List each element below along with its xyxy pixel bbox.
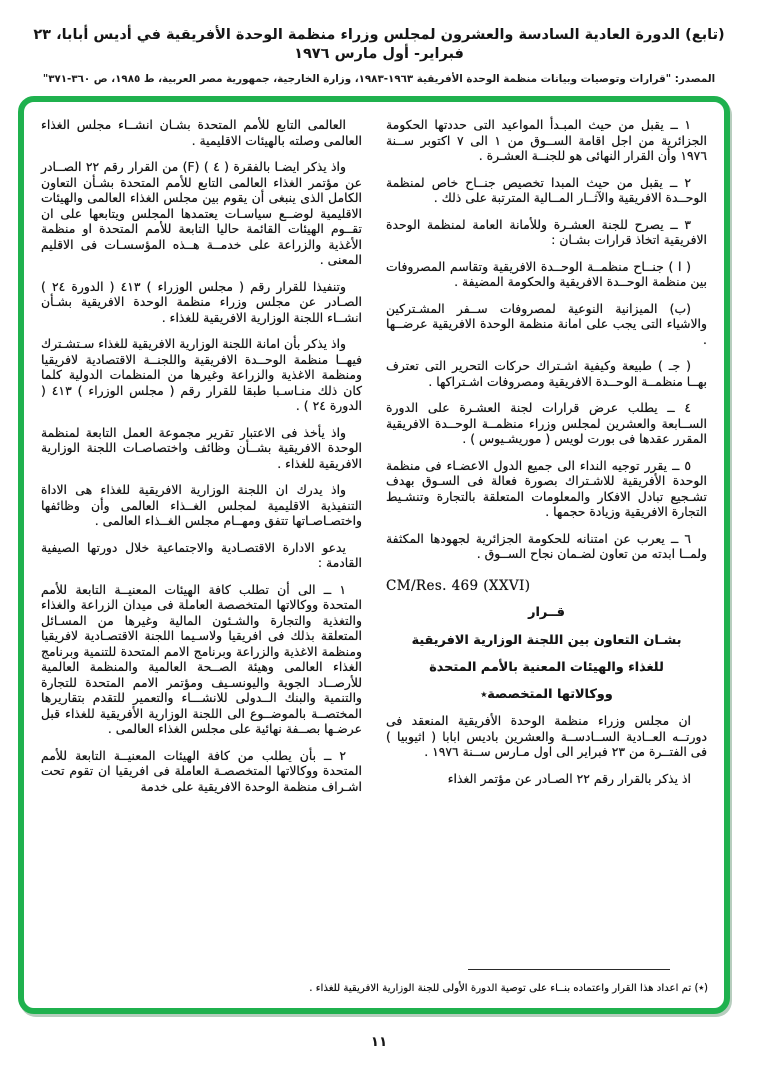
paragraph: واذ يأخذ فى الاعتبار تقرير مجموعة العمل التابعة لمنظمة الوحدة الافريقية بشــأن وظائف واختصاصـات اللجنة الوزارية الافريقية للغذاء . — [41, 424, 362, 471]
footnote: (٭) تم اعداد هذا القرار واعتماده بنــاء على توصية الدورة الأولى للجنة الوزارية الافريقية للغذاء . — [309, 982, 708, 994]
list-item-c: ( جـ ) طبيعة وكيفية اشـتراك حركات التحرير التى تعترف بهــا منظمــة الوحــدة الافريقية ومصروفات اشـتراكها . — [386, 358, 707, 389]
paragraph: واذ يذكر بأن امانة اللجنة الوزارية الافريقية للغذاء سـتشـترك فيهــا منظمة الوحــدة الافريقية واللجنــة الاقتصادية لافريقيا ومنظمة الاغذية والزراعة وغيرها من المنظمات الدولية كلما كان ذلك منـاسـبا طبقا للقرار رقم ( مجلس الوزراء ) ٤١٣ ( الدورة ٢٤ ) . — [41, 336, 362, 413]
header-session-line: (تابع) الدورة العادية السادسة والعشرون لمجلس وزراء منظمة الوحدة الأفريقية في أديس أبابا، ٢٣ فبراير- أول مارس ١٩٧٦ — [33, 27, 725, 62]
paragraph: يدعو الادارة الاقتصـادية والاجتماعية خلال دورتها الصيفية القادمة : — [41, 539, 362, 570]
paragraph: ٤ ــ يطلب عرض قرارات لجنة العشـرة على الدورة الســابعة والعشرين لمجلس وزراء منظمــة الوحــدة الافريقية المقرر عقدها فى بورت لويس ( موريشـيوس ) . — [386, 400, 707, 446]
paragraph: العالمى التابع للأمم المتحدة بشـان انشــاء مجلس الغذاء العالمى وصلته بالهيئات الاقليمية . — [41, 117, 362, 148]
paragraph: ٥ ــ يقرر توجيه النداء الى جميع الدول الاعضـاء فى منظمة الوحدة الأفريقية للاشـتراك بصورة فعالة فى السـوق بهدف تشـجيع تبادل الافكار والمعلومات المتعلقة بالتجارة وتنشـيط التجارة الافريقية وزيادة حجمها . — [386, 457, 707, 519]
list-item-a: ( ا ) جنــاح منظمــة الوحــدة الافريقية وتقاسم المصروفات بين منظمة الوحــدة الافريقية والحكومة المضيفة . — [386, 258, 707, 289]
page-number: ١١ — [370, 1034, 388, 1050]
two-column-layout — [41, 117, 707, 805]
paragraph: ٢ ــ بأن يطلب من كافة الهيئات المعنيــة التابعة للأمم المتحدة ووكالاتها المتخصصـة العاملة فى افريقيا ان تقوم تحت اشـراف منظمة الوحدة الافريقية على خدمة — [41, 747, 362, 794]
paragraph: واذ يدرك ان اللجنة الوزارية الافريقية للغذاء هى الاداة التنفيذية الاقليمية لمجلس الغــذاء العالمى وأن وظائفها واختصـاصـاتها تتفق ومهــام مجلس الغــذاء العالمى . — [41, 482, 362, 528]
paragraph: ٣ ــ يصرح للجنة العشـرة وللأمانة العامة لمنظمة الوحدة الافريقية اتخاذ قرارات بشـان : — [386, 216, 707, 247]
resolution-title-line: بشـان التعاون بين اللجنة الوزارية الافريقية — [411, 632, 682, 648]
paragraph: ٢ ــ يقبل من حيث المبدا تخصيص جنــاح خاص لمنظمة الوحــدة الافريقية والآثــار المــالية المترتبة على ذلك . — [386, 174, 707, 205]
list-item-b: (ب) الميزانية النوعية لمصروفات ســفر المشـتركين والاشياء التى يجب على امانة منظمة الوحدة الافريقية عرضــها . — [386, 300, 707, 347]
paragraph: ١ ــ يقبل من حيث المبـدأ المواعيد التى حددتها الحكومة الجزائرية من اجل اقامة الســوق من ١ الى ٧ اكتوبر ســنة ١٩٧٦ وأن القرار النهائى هو للجنــة العشـرة . — [386, 117, 707, 163]
resolution-reference: CM/Res. 469 (XXVI) — [386, 577, 531, 594]
paragraph: ان مجلس وزراء منظمة الوحدة الأفريقية المنعقد فى دورتــه العــادية الســادســة والعشرين باديس ابابا ( اثيوبيا ) فى الفتــرة من ٢٣ فبراير الى اول مـارس ســنة ١٩٧٦ . — [386, 713, 707, 760]
column-left — [41, 117, 362, 805]
resolution-title — [386, 604, 707, 703]
paragraph: ١ ــ الى أن تطلب كافة الهيئات المعنيــة التابعة للأمم المتحدة ووكالاتها المتخصصة العاملة فى ميدان الزراعة والغذاء والتغذية والتجارة والشـئون المالية وغيرها من المسـائل المتعلقة بذلك فى افريقيا ولاسـيما اللجنة الاقتصـادية لافريقيا ومنظمة الاغذية والزراعة وبرنامج الامم المتحدة للتنمية وبرنامج الغذاء العالمى وهيئة الصــحة العالمية والمنظمة العالمية للأرصــاد الجوية واليونسـيف ومؤتمر الامم المتحدة للتجارة والتنمية والبنك الــدولى للانشـــاء والتعمير للتقدم بتقاريرها المختصــة بالموضــوع الى اللجنة الوزارية الأفريقية للغذاء قبل عرضـها بصــفة نهائية على مجلس الغذاء العالمى . — [41, 581, 362, 736]
paragraph: ٦ ــ يعرب عن امتنانه للحكومة الجزائرية لجهودها المكثفة ولمــا ابدته من تعاون لضـمان نجاح الســوق . — [386, 530, 707, 561]
footnote-divider — [468, 969, 670, 970]
resolution-title-line: للغذاء والهيئات المعنية بالأمم المتحدة — [429, 659, 664, 675]
document-green-frame — [18, 96, 730, 1014]
paragraph: واذ يذكر ايضـا بالفقرة ( ٤ ) (F) من القرار رقم ٢٢ الصــادر عن مؤتمر الغذاء العالمى التابع للأمم المتحدة بشـأن التعاون الكامل الذى ينبغى أن يقوم بين مجلس الغذاء العالمى والهيئات الاقليمية لوضــع سياسـات يعتمدها المجلس ويتابعها على ان تقــوم الهيئات القائمة حاليا التابعة للأمم المتحدة او منظمة الأغذية والزراعة على خدمــة هــذه المؤسسـات فى الاقليم المعنى . — [41, 159, 362, 267]
page-header — [0, 26, 758, 85]
resolution-title-line: ووكالاتها المتخصصة٭ — [480, 687, 613, 703]
header-source-line: المصدر: "قرارات وتوصيات وبيانات منظمة الوحدة الأفريقية ١٩٦٣-١٩٨٣، وزارة الخارجية، جمهورية مصر العربية، ط ١٩٨٥، ص ٣٦٠-٣٧١" — [42, 72, 716, 85]
paragraph: وتنفيذا للقرار رقم ( مجلس الوزراء ) ٤١٣ ( الدورة ٢٤ ) الصـادر عن مجلس وزراء منظمة الوحدة الافريقية بشـأن انشــاء اللجنة الوزارية الافريقية للغذاء . — [41, 278, 362, 325]
resolution-title-line: قــرار — [528, 605, 565, 621]
column-right — [386, 117, 707, 805]
paragraph: اذ يذكر بالقرار رقم ٢٢ الصـادر عن مؤتمر الغذاء — [447, 770, 691, 786]
document-content — [24, 102, 724, 1008]
